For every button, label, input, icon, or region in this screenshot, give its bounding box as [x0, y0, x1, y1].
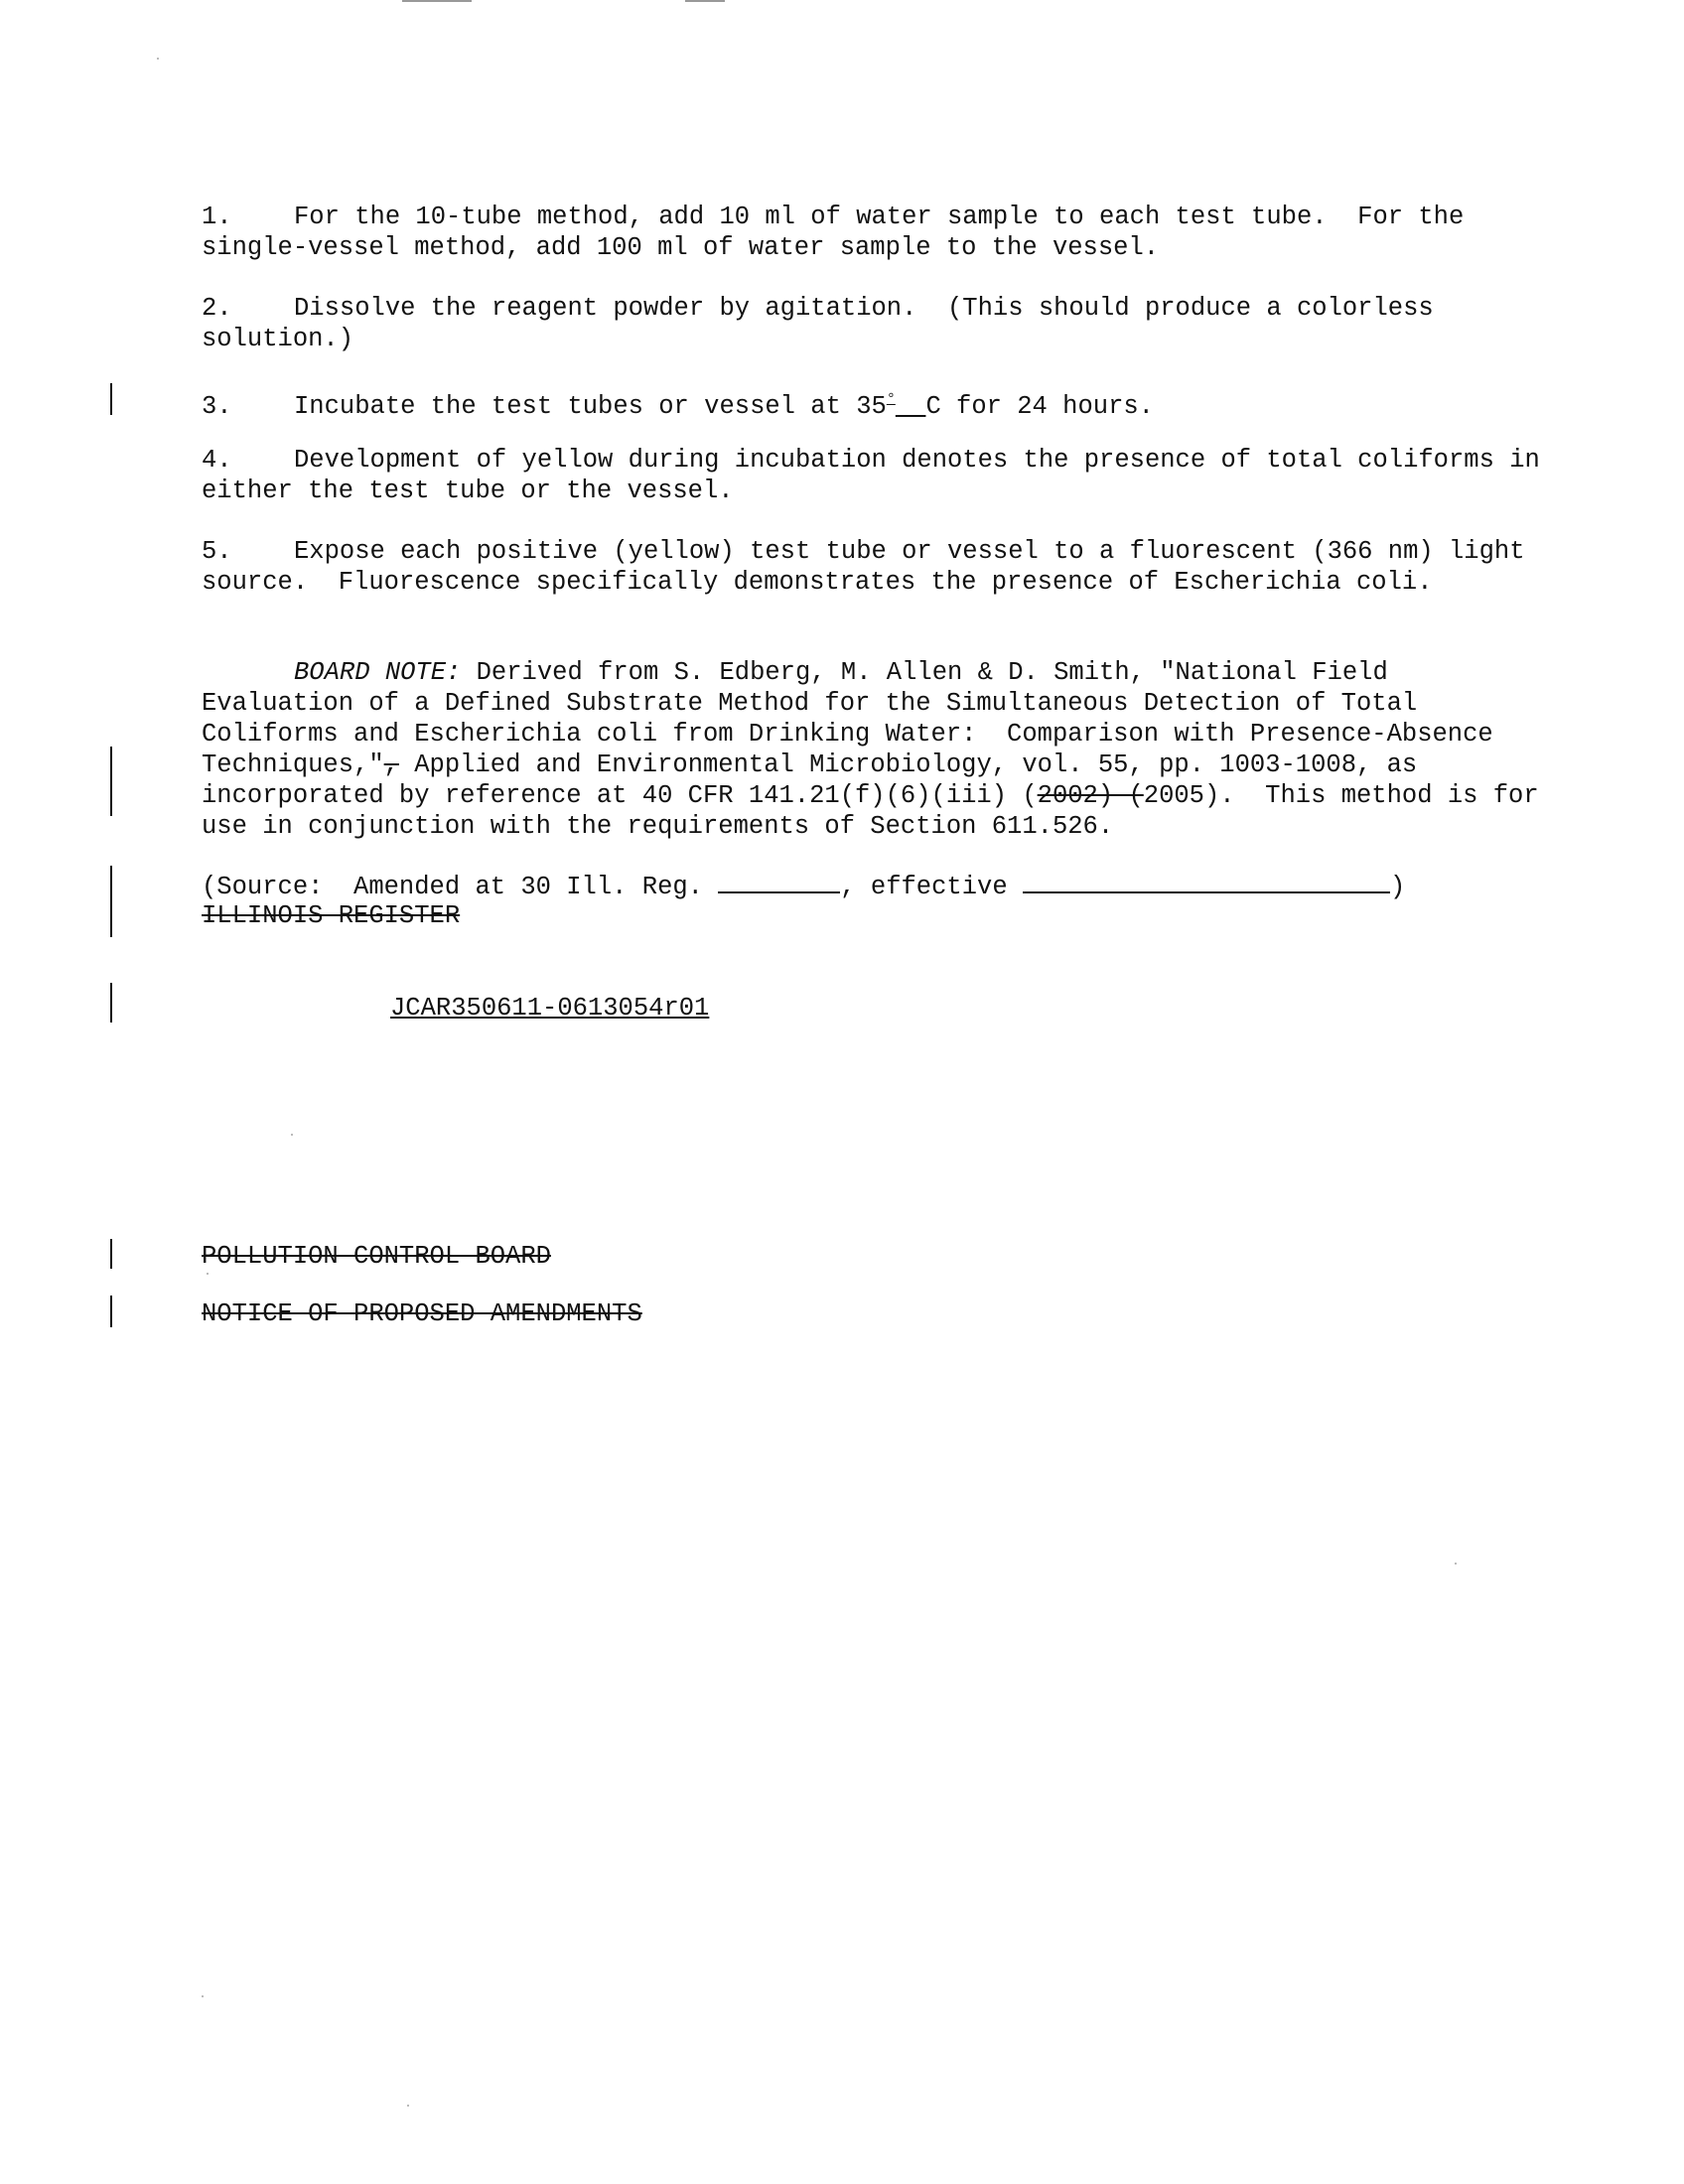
change-bar — [110, 383, 112, 415]
document-id: JCAR350611-0613054r01 — [390, 994, 710, 1023]
top-edge-mark — [402, 0, 472, 2]
scan-speck — [207, 1273, 209, 1275]
change-bar — [110, 1239, 112, 1269]
scan-speck — [1455, 1563, 1457, 1565]
step-number: 2. — [202, 294, 232, 323]
scan-speck — [407, 2105, 409, 2107]
change-bar — [110, 1296, 112, 1327]
step-5 — [202, 536, 1552, 598]
step-text: Expose each positive (yellow) test tube or vessel to a fluorescent (366 nm) light source. Fluorescence specifically demonstrates the presence of Escherichia coli. — [202, 537, 1540, 597]
board-note-text: Applied and Environmental Microbiology, vol. 55, pp. 1003-1008, as incorporated by reference at 40 CFR 141.21(f)(6)(iii) ( — [202, 751, 1433, 810]
board-note-text: 2005). This method is for use in conjunction with the requirements of Section 611.526. — [202, 781, 1554, 841]
step-text: For the 10-tube method, add 10 ml of water sample to each test tube. For the single-vessel method, add 100 ml of water sample to the vessel. — [202, 203, 1479, 262]
source-text: , effective — [840, 873, 1023, 901]
step-text: Incubate the test tubes or vessel at 35 — [294, 392, 887, 421]
step-number: 4. — [202, 446, 232, 475]
inserted-space — [896, 392, 926, 421]
degree-mark: ° — [886, 391, 896, 408]
step-1 — [202, 202, 1552, 263]
step-2 — [202, 293, 1552, 354]
struck-pollution-control-board: POLLUTION CONTROL BOARD — [202, 1242, 551, 1271]
struck-notice-of-proposed-amendments: NOTICE OF PROPOSED AMENDMENTS — [202, 1299, 642, 1328]
register-page-blank — [718, 870, 812, 893]
step-number: 3. — [202, 392, 232, 421]
step-text: Development of yellow during incubation denotes the presence of total coliforms in either the test tube or the vessel. — [202, 446, 1556, 505]
board-note-text: Derived from S. Edberg, M. Allen & D. Smith, "National Field Evaluation of a Defined Substrate Method for the Simultaneous Detection of Total Coliforms and Escherichia coli from Drinking Water: Comparison with Presence-Absence Techniques," — [202, 658, 1509, 779]
change-bar — [110, 747, 112, 816]
step-3 — [202, 384, 1552, 422]
scan-speck — [202, 1995, 204, 1997]
step-text-continued: C for 24 hours. — [925, 392, 1154, 421]
source-line — [202, 870, 1552, 902]
step-text: Dissolve the reagent powder by agitation. (This should produce a colorless solution.) — [202, 294, 1449, 353]
struck-comma: , — [383, 751, 399, 779]
scan-speck — [157, 58, 159, 60]
top-edge-mark — [685, 0, 725, 2]
step-4 — [202, 445, 1556, 506]
board-note-label: BOARD NOTE: — [294, 658, 462, 687]
struck-blank — [812, 870, 840, 893]
source-text: (Source: Amended at 30 Ill. Reg. — [202, 873, 719, 901]
struck-illinois-register: ILLINOIS REGISTER — [202, 901, 461, 930]
step-number: 5. — [202, 537, 232, 566]
scan-speck — [291, 1134, 293, 1136]
effective-date-blank — [1023, 870, 1390, 893]
change-bar — [110, 866, 112, 937]
source-text: ) — [1389, 873, 1406, 901]
change-bar — [110, 983, 112, 1023]
board-note — [202, 657, 1552, 842]
step-number: 1. — [202, 203, 232, 231]
struck-year: 2002) ( — [1037, 781, 1144, 810]
